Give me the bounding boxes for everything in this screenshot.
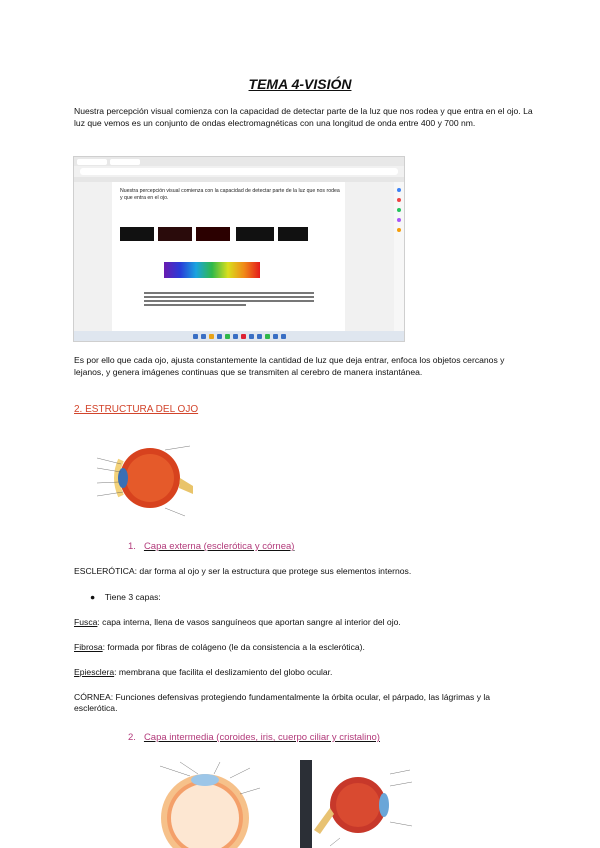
cornea-text: CÓRNEA: Funciones defensivas protegiendo fundamentalmente la órbita ocular, el párpado, las lágrimas y la esclerótica.: [74, 692, 491, 713]
side-panel: [394, 182, 404, 332]
esclerotica-text: ESCLERÓTICA: dar forma al ojo y ser la estructura que protege sus elementos internos.: [74, 566, 412, 576]
eye-diagram-image: [95, 438, 195, 522]
section-heading-estructura: 2. ESTRUCTURA DEL OJO: [74, 404, 199, 415]
slide-page: [112, 182, 345, 332]
fusca-text: : capa interna, llena de vasos sanguíneos que aportan sangre al interior del ojo.: [97, 617, 401, 627]
capa-externa-item: [128, 541, 294, 552]
fibrosa-line: [74, 642, 365, 653]
paragraph-2: Es por ello que cada ojo, ajusta constantemente la cantidad de luz que deja entrar, enfoca los objetos cercanos y lejanos, y genera imágenes continuas que se transmiten al cerebro de manera instantánea.: [74, 355, 505, 377]
fibrosa-term: Fibrosa: [74, 642, 103, 652]
fusca-line: [74, 617, 401, 628]
capa-intermedia-item: [128, 732, 380, 743]
epiesclera-term: Epiesclera: [74, 667, 115, 677]
capa-intermedia-label: Capa intermedia (coroides, iris, cuerpo ciliar y cristalino): [143, 732, 380, 743]
capa-externa-label: Capa externa (esclerótica y córnea): [143, 541, 295, 552]
slide-caption-lines: [144, 290, 314, 312]
bullet-item: [90, 592, 161, 603]
embedded-screenshot: [73, 156, 405, 342]
bullet-text: Tiene 3 capas:: [104, 592, 161, 602]
bullet-dot-icon: ●: [90, 592, 96, 602]
fusca-term: Fusca: [74, 617, 98, 627]
slide-text: Nuestra percepción visual comienza con la capacidad de detectar parte de la luz que nos rodea y que entra en el ojo.: [120, 188, 340, 201]
eye-3d-image: [300, 760, 425, 848]
list-number-1: 1.: [128, 541, 136, 552]
fibrosa-text: : formada por fibras de colágeno (le da consistencia a la esclerótica).: [102, 642, 365, 652]
epiesclera-line: [74, 667, 332, 678]
taskbar: [74, 331, 404, 341]
epiesclera-text: : membrana que facilita el deslizamiento del globo ocular.: [114, 667, 333, 677]
page-title: TEMA 4-VISIÓN: [248, 76, 352, 92]
address-bar: [80, 168, 398, 175]
eye-cross-section-image: [150, 758, 270, 848]
light-spectrum-image: [164, 262, 260, 278]
browser-tabs: [74, 157, 404, 166]
intro-paragraph: Nuestra percepción visual comienza con la capacidad de detectar parte de la luz que nos rodea y que entra en el ojo. La luz que vemos es un conjunto de ondas electromagnéticas con una longitud de onda entre 400 y 700 nm.: [74, 106, 533, 128]
list-number-2: 2.: [128, 732, 136, 743]
